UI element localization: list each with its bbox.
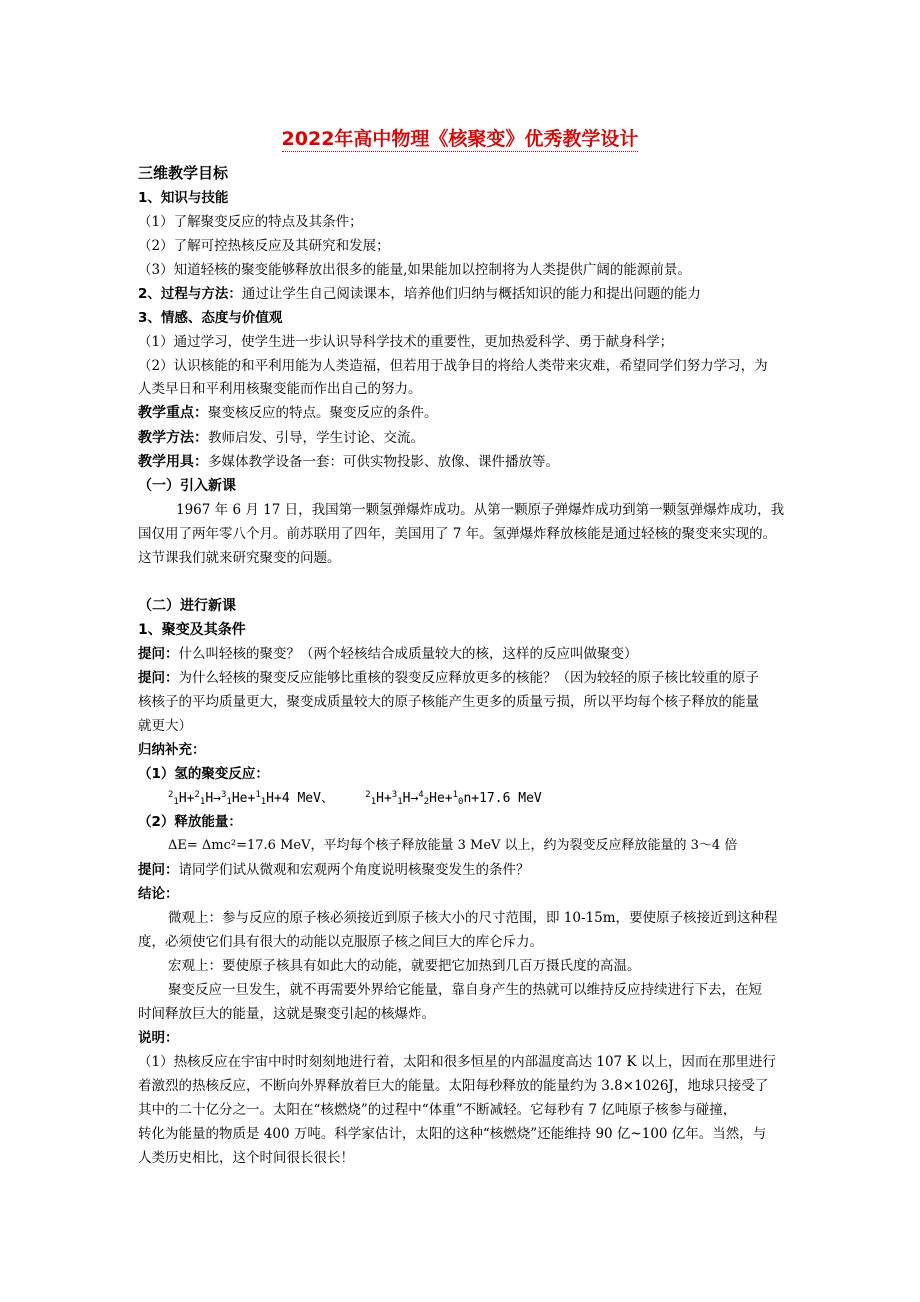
intro-paragraph-cont: 国仅用了两年零八个月。前苏联用了四年，美国用了 7 年。氢弹爆炸释放核能是通过轻核的聚变来实现的。 (138, 526, 777, 542)
question-label: 提问： (138, 670, 179, 686)
method-text: 教师启发、引导，学生讨论、交流。 (208, 430, 424, 446)
question-2-cont: 就更大） (138, 718, 192, 734)
note-paragraph-cont: 人类历史相比，这个时间很长很长！ (138, 1150, 354, 1166)
fusion-equation-2: $^2_1$H+$^3_1$H→$^4_2$He+$^1_0$n+17.6 MeV (365, 790, 542, 807)
emotion-item: （2）认识核能的和平利用能为人类造福，但若用于战争目的将给人类带来灾难，希望同学们努力学习，为 (138, 358, 768, 374)
key-points-line (138, 405, 438, 422)
fusion-equations (168, 790, 542, 808)
knowledge-heading: 1、知识与技能 (138, 190, 229, 206)
micro-paragraph-cont: 度，必须使它们具有很大的动能以克服原子核之间巨大的库仑斥力。 (138, 934, 543, 950)
tools-text: 多媒体教学设备一套：可供实物投影、放像、课件播放等。 (208, 454, 559, 470)
conclusion-heading: 结论： (138, 886, 179, 902)
goals-heading: 三维教学目标 (138, 164, 229, 182)
hydrogen-fusion-heading: （1）氢的聚变反应： (138, 766, 269, 782)
process-line (138, 286, 701, 302)
emotion-heading: 3、情感、态度与价值观 (138, 310, 283, 326)
intro-paragraph-cont: 这节课我们就来研究聚变的问题。 (138, 550, 341, 566)
note-paragraph-cont: 转化为能量的物质是 400 万吨。科学家估计，太阳的这种“核燃烧”还能维持 90 亿~100 亿年。当然，与 (138, 1126, 767, 1142)
chain-paragraph: 聚变反应一旦发生，就不再需要外界给它能量，靠自身产生的热就可以维持反应持续进行下去，在短 (168, 982, 762, 998)
fusion-equation-1: $^2_1$H+$^2_1$H→$^3_1$He+$^1_1$H+4 MeV、 (168, 790, 334, 807)
key-points-text: 聚变核反应的特点。聚变反应的条件。 (208, 405, 438, 421)
question-3 (138, 862, 530, 878)
new-lesson-heading: （二）进行新课 (138, 598, 236, 614)
question-1 (138, 646, 638, 662)
macro-paragraph: 宏观上：要使原子核具有如此大的动能，就要把它加热到几百万摄氏度的高温。 (168, 958, 641, 974)
question-2 (138, 670, 759, 686)
process-text: 通过让学生自己阅读课本，培养他们归纳与概括知识的能力和提出问题的能力 (241, 286, 701, 302)
chain-paragraph-cont: 时间释放巨大的能量，这就是聚变引起的核爆炸。 (138, 1006, 435, 1022)
knowledge-item: （2）了解可控热核反应及其研究和发展； (138, 238, 390, 254)
document-title: 2022年高中物理《核聚变》优秀教学设计 (281, 128, 639, 150)
question-text: 为什么轻核的聚变反应能够比重核的裂变反应释放更多的核能？（因为较轻的原子核比较重的原子 (178, 670, 759, 686)
note-heading: 说明： (138, 1030, 179, 1046)
energy-line: ΔE= Δmc²=17.6 MeV，平均每个核子释放能量 3 MeV 以上，约为裂变反应释放能量的 3～4 倍 (168, 838, 738, 853)
question-label: 提问： (138, 646, 179, 662)
knowledge-item: （3）知道轻核的聚变能够释放出很多的能量,如果能加以控制将为人类提供广阔的能源前景。 (138, 262, 691, 278)
question-2-cont: 核核子的平均质量更大，聚变成质量较大的原子核能产生更多的质量亏损，所以平均每个核子释放的能量 (138, 694, 759, 710)
method-line (138, 430, 424, 447)
question-label: 提问： (138, 862, 179, 878)
micro-paragraph: 微观上：参与反应的原子核必须接近到原子核大小的尺寸范围，即 10-15m，要使原子核接近到这种程 (168, 910, 778, 926)
section1-heading: 1、聚变及其条件 (138, 622, 246, 638)
intro-paragraph: 1967 年 6 月 17 日，我国第一颗氢弹爆炸成功。从第一颗原子弹爆炸成功到第一颗氢弹爆炸成功，我 (176, 502, 785, 518)
method-label: 教学方法： (138, 430, 208, 446)
energy-heading: （2）释放能量： (138, 814, 242, 830)
note-paragraph-cont: 其中的二十亿分之一。太阳在“核燃烧”的过程中“体重”不断减轻。它每秒有 7 亿吨原子核参与碰撞， (138, 1102, 737, 1118)
key-points-label: 教学重点： (138, 405, 208, 421)
process-label: 2、过程与方法： (138, 286, 242, 302)
summary-heading: 归纳补充： (138, 742, 206, 758)
tools-label: 教学用具： (138, 454, 208, 470)
tools-line (138, 454, 559, 471)
note-paragraph: （1）热核反应在宇宙中时时刻刻地进行着，太阳和很多恒星的内部温度高达 107 K 以上，因而在那里进行 (138, 1054, 776, 1070)
emotion-item: （1）通过学习，使学生进一步认识导科学技术的重要性，更加热爱科学、勇于献身科学； (138, 334, 674, 350)
knowledge-item: （1）了解聚变反应的特点及其条件； (138, 214, 363, 230)
note-paragraph-cont: 着激烈的热核反应，不断向外界释放着巨大的能量。太阳每秒释放的能量约为 3.8×1026J，地球只接受了 (138, 1078, 769, 1094)
question-text: 请同学们试从微观和宏观两个角度说明核聚变发生的条件？ (178, 862, 530, 878)
intro-heading: （一）引入新课 (138, 478, 236, 494)
question-text: 什么叫轻核的聚变？（两个轻核结合成质量较大的核，这样的反应叫做聚变） (178, 646, 638, 662)
emotion-item-cont: 人类早日和平利用核聚变能而作出自己的努力。 (138, 381, 422, 397)
